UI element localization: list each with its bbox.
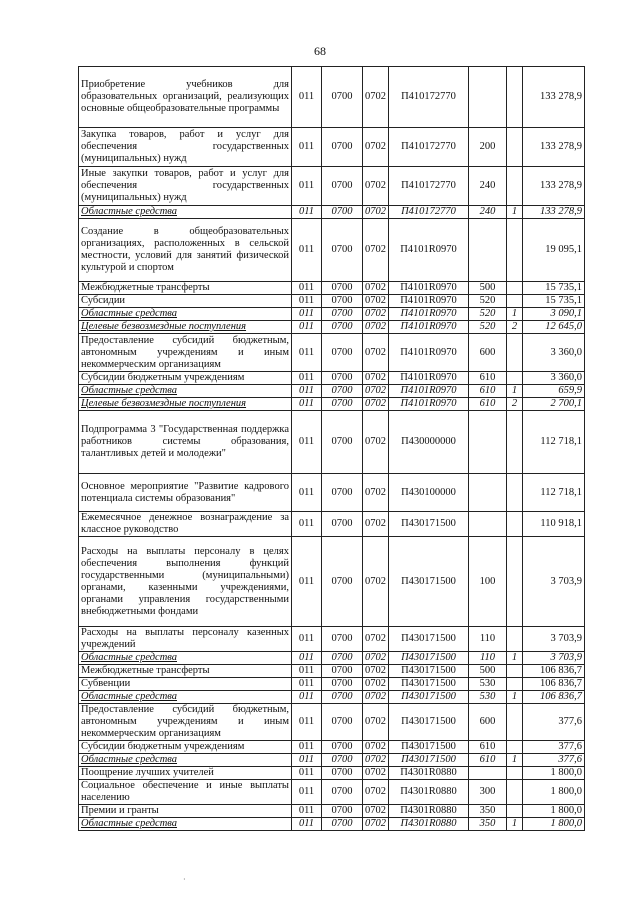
row-ministry-code: 011	[292, 818, 322, 831]
row-section-code: 0700	[322, 691, 363, 704]
row-amount: 133 278,9	[523, 167, 585, 206]
row-ministry-code: 011	[292, 308, 322, 321]
row-subsection-code: 0702	[363, 741, 389, 754]
row-target-article: П4101R0970	[389, 372, 469, 385]
row-target-article: П410172770	[389, 128, 469, 167]
row-target-article: П430171500	[389, 665, 469, 678]
row-ministry-code: 011	[292, 754, 322, 767]
row-funding-source: 1	[507, 754, 523, 767]
row-funding-source: 1	[507, 385, 523, 398]
row-expense-type: 520	[469, 295, 507, 308]
row-funding-source: 1	[507, 308, 523, 321]
row-ministry-code: 011	[292, 372, 322, 385]
row-ministry-code: 011	[292, 691, 322, 704]
row-ministry-code: 011	[292, 321, 322, 334]
row-amount: 659,9	[523, 385, 585, 398]
table-row	[79, 334, 585, 372]
row-section-code: 0700	[322, 206, 363, 219]
table-row	[79, 67, 585, 128]
row-ministry-code: 011	[292, 741, 322, 754]
row-amount: 15 735,1	[523, 282, 585, 295]
row-expense-type: 350	[469, 818, 507, 831]
row-expense-type: 610	[469, 398, 507, 411]
row-section-code: 0700	[322, 818, 363, 831]
row-expense-type: 500	[469, 282, 507, 295]
row-subsection-code: 0702	[363, 282, 389, 295]
row-section-code: 0700	[322, 741, 363, 754]
row-target-article: П430171500	[389, 537, 469, 627]
row-subsection-code: 0702	[363, 678, 389, 691]
row-amount: 106 836,7	[523, 691, 585, 704]
row-expense-type: 100	[469, 537, 507, 627]
row-expense-type: 600	[469, 704, 507, 741]
table-row	[79, 167, 585, 206]
row-name: Субвенции	[79, 678, 292, 691]
row-ministry-code: 011	[292, 474, 322, 512]
row-expense-type: 240	[469, 206, 507, 219]
row-amount: 3 703,9	[523, 537, 585, 627]
row-name: Поощрение лучших учителей	[79, 767, 292, 780]
row-target-article: П430000000	[389, 411, 469, 474]
row-ministry-code: 011	[292, 295, 322, 308]
row-ministry-code: 011	[292, 780, 322, 805]
table-row	[79, 741, 585, 754]
row-target-article: П4301R0880	[389, 818, 469, 831]
row-target-article: П4101R0970	[389, 385, 469, 398]
row-amount: 377,6	[523, 704, 585, 741]
row-target-article: П430171500	[389, 652, 469, 665]
row-name: Иные закупки товаров, работ и услуг для обеспечения государственных (муниципальных) нужд	[79, 167, 292, 206]
row-subsection-code: 0702	[363, 308, 389, 321]
row-expense-type: 500	[469, 665, 507, 678]
table-row	[79, 627, 585, 652]
row-section-code: 0700	[322, 805, 363, 818]
row-target-article: П410172770	[389, 206, 469, 219]
row-amount: 3 360,0	[523, 372, 585, 385]
row-ministry-code: 011	[292, 128, 322, 167]
row-target-article: П430171500	[389, 754, 469, 767]
row-ministry-code: 011	[292, 411, 322, 474]
row-ministry-code: 011	[292, 206, 322, 219]
row-name: Создание в общеобразовательных организациях, расположенных в сельской местности, условий для занятий физической культурой и спортом	[79, 219, 292, 282]
row-ministry-code: 011	[292, 627, 322, 652]
row-expense-type	[469, 411, 507, 474]
table-row	[79, 282, 585, 295]
table-row	[79, 652, 585, 665]
row-amount: 3 090,1	[523, 308, 585, 321]
table-row	[79, 128, 585, 167]
row-name: Межбюджетные трансферты	[79, 282, 292, 295]
row-ministry-code: 011	[292, 398, 322, 411]
row-name: Областные средства	[79, 652, 292, 665]
row-ministry-code: 011	[292, 334, 322, 372]
row-target-article: П4101R0970	[389, 334, 469, 372]
row-target-article: П4101R0970	[389, 308, 469, 321]
row-name: Целевые безвозмездные поступления	[79, 321, 292, 334]
row-subsection-code: 0702	[363, 206, 389, 219]
row-name: Областные средства	[79, 754, 292, 767]
table-row	[79, 206, 585, 219]
row-subsection-code: 0702	[363, 385, 389, 398]
row-funding-source	[507, 282, 523, 295]
row-name: Областные средства	[79, 308, 292, 321]
row-name: Целевые безвозмездные поступления	[79, 398, 292, 411]
row-subsection-code: 0702	[363, 67, 389, 128]
row-subsection-code: 0702	[363, 537, 389, 627]
row-section-code: 0700	[322, 334, 363, 372]
row-section-code: 0700	[322, 780, 363, 805]
row-expense-type: 200	[469, 128, 507, 167]
row-ministry-code: 011	[292, 385, 322, 398]
row-section-code: 0700	[322, 652, 363, 665]
row-amount: 110 918,1	[523, 512, 585, 537]
row-amount: 1 800,0	[523, 767, 585, 780]
row-section-code: 0700	[322, 295, 363, 308]
row-name: Субсидии бюджетным учреждениям	[79, 741, 292, 754]
table-row	[79, 665, 585, 678]
row-ministry-code: 011	[292, 67, 322, 128]
row-subsection-code: 0702	[363, 691, 389, 704]
row-section-code: 0700	[322, 167, 363, 206]
row-ministry-code: 011	[292, 678, 322, 691]
row-ministry-code: 011	[292, 282, 322, 295]
row-section-code: 0700	[322, 321, 363, 334]
row-expense-type	[469, 219, 507, 282]
row-name: Расходы на выплаты персоналу казенных учреждений	[79, 627, 292, 652]
row-amount: 133 278,9	[523, 128, 585, 167]
row-target-article: П4101R0970	[389, 295, 469, 308]
row-subsection-code: 0702	[363, 295, 389, 308]
table-row	[79, 474, 585, 512]
row-expense-type: 600	[469, 334, 507, 372]
table-row	[79, 385, 585, 398]
row-subsection-code: 0702	[363, 474, 389, 512]
row-expense-type	[469, 67, 507, 128]
row-target-article: П430171500	[389, 627, 469, 652]
row-amount: 12 645,0	[523, 321, 585, 334]
row-funding-source	[507, 767, 523, 780]
row-section-code: 0700	[322, 537, 363, 627]
row-target-article: П4301R0880	[389, 767, 469, 780]
row-name: Межбюджетные трансферты	[79, 665, 292, 678]
row-expense-type: 520	[469, 308, 507, 321]
table-row	[79, 308, 585, 321]
row-expense-type: 110	[469, 652, 507, 665]
row-amount: 3 360,0	[523, 334, 585, 372]
row-name: Областные средства	[79, 385, 292, 398]
row-section-code: 0700	[322, 398, 363, 411]
row-subsection-code: 0702	[363, 767, 389, 780]
table-row	[79, 691, 585, 704]
row-amount: 106 836,7	[523, 678, 585, 691]
row-amount: 1 800,0	[523, 805, 585, 818]
table-row	[79, 754, 585, 767]
row-name: Социальное обеспечение и иные выплаты населению	[79, 780, 292, 805]
row-funding-source	[507, 219, 523, 282]
row-target-article: П430171500	[389, 704, 469, 741]
row-funding-source	[507, 372, 523, 385]
row-name: Расходы на выплаты персоналу в целях обеспечения выполнения функций государственными (муниципальными) органами, казенными учреждениями, органами управления государственными внебюджетными фондами	[79, 537, 292, 627]
row-subsection-code: 0702	[363, 704, 389, 741]
row-funding-source	[507, 411, 523, 474]
row-ministry-code: 011	[292, 537, 322, 627]
row-target-article: П410172770	[389, 67, 469, 128]
table-row	[79, 818, 585, 831]
row-target-article: П4101R0970	[389, 282, 469, 295]
row-name: Областные средства	[79, 691, 292, 704]
row-expense-type: 610	[469, 741, 507, 754]
row-funding-source	[507, 780, 523, 805]
row-expense-type	[469, 474, 507, 512]
row-section-code: 0700	[322, 627, 363, 652]
row-funding-source	[507, 334, 523, 372]
row-section-code: 0700	[322, 67, 363, 128]
row-funding-source: 1	[507, 206, 523, 219]
row-amount: 106 836,7	[523, 665, 585, 678]
row-amount: 1 800,0	[523, 780, 585, 805]
row-expense-type: 350	[469, 805, 507, 818]
row-subsection-code: 0702	[363, 512, 389, 537]
row-section-code: 0700	[322, 767, 363, 780]
row-amount: 2 700,1	[523, 398, 585, 411]
row-subsection-code: 0702	[363, 372, 389, 385]
row-funding-source	[507, 67, 523, 128]
row-target-article: П4301R0880	[389, 805, 469, 818]
row-amount: 3 703,9	[523, 652, 585, 665]
row-ministry-code: 011	[292, 704, 322, 741]
row-funding-source	[507, 512, 523, 537]
row-subsection-code: 0702	[363, 627, 389, 652]
row-name: Областные средства	[79, 206, 292, 219]
row-ministry-code: 011	[292, 805, 322, 818]
row-expense-type: 530	[469, 678, 507, 691]
row-ministry-code: 011	[292, 652, 322, 665]
row-amount: 1 800,0	[523, 818, 585, 831]
row-ministry-code: 011	[292, 219, 322, 282]
row-expense-type: 610	[469, 372, 507, 385]
row-expense-type: 300	[469, 780, 507, 805]
row-target-article: П4101R0970	[389, 219, 469, 282]
row-funding-source	[507, 128, 523, 167]
row-section-code: 0700	[322, 678, 363, 691]
row-subsection-code: 0702	[363, 321, 389, 334]
row-subsection-code: 0702	[363, 411, 389, 474]
row-target-article: П430171500	[389, 512, 469, 537]
table-row	[79, 537, 585, 627]
row-section-code: 0700	[322, 665, 363, 678]
row-funding-source	[507, 678, 523, 691]
row-section-code: 0700	[322, 219, 363, 282]
row-target-article: П4101R0970	[389, 398, 469, 411]
row-funding-source: 1	[507, 818, 523, 831]
row-name: Областные средства	[79, 818, 292, 831]
row-funding-source	[507, 704, 523, 741]
row-funding-source	[507, 295, 523, 308]
table-row	[79, 780, 585, 805]
table-row	[79, 372, 585, 385]
row-funding-source: 2	[507, 321, 523, 334]
row-name: Основное мероприятие "Развитие кадрового потенциала системы образования"	[79, 474, 292, 512]
table-row	[79, 805, 585, 818]
row-funding-source: 1	[507, 691, 523, 704]
row-subsection-code: 0702	[363, 128, 389, 167]
row-expense-type: 530	[469, 691, 507, 704]
row-subsection-code: 0702	[363, 652, 389, 665]
row-subsection-code: 0702	[363, 754, 389, 767]
row-name: Ежемесячное денежное вознаграждение за классное руководство	[79, 512, 292, 537]
row-section-code: 0700	[322, 474, 363, 512]
table-row	[79, 704, 585, 741]
row-expense-type: 610	[469, 754, 507, 767]
row-funding-source	[507, 474, 523, 512]
row-subsection-code: 0702	[363, 219, 389, 282]
row-name: Предоставление субсидий бюджетным, автономным учреждениям и иным некоммерческим организациям	[79, 334, 292, 372]
row-target-article: П4301R0880	[389, 780, 469, 805]
row-name: Приобретение учебников для образовательных организаций, реализующих основные общеобразовательные программы	[79, 67, 292, 128]
row-funding-source	[507, 167, 523, 206]
row-ministry-code: 011	[292, 167, 322, 206]
table-row	[79, 767, 585, 780]
row-target-article: П430100000	[389, 474, 469, 512]
table-row	[79, 512, 585, 537]
budget-table	[78, 66, 585, 831]
row-section-code: 0700	[322, 704, 363, 741]
row-subsection-code: 0702	[363, 334, 389, 372]
budget-table-body	[79, 67, 585, 831]
row-amount: 112 718,1	[523, 411, 585, 474]
row-section-code: 0700	[322, 385, 363, 398]
row-target-article: П430171500	[389, 741, 469, 754]
row-funding-source	[507, 805, 523, 818]
row-ministry-code: 011	[292, 767, 322, 780]
row-expense-type: 110	[469, 627, 507, 652]
row-subsection-code: 0702	[363, 805, 389, 818]
row-name: Субсидии бюджетным учреждениям	[79, 372, 292, 385]
row-funding-source	[507, 665, 523, 678]
row-name: Премии и гранты	[79, 805, 292, 818]
scan-mark: ·	[183, 875, 186, 884]
row-amount: 3 703,9	[523, 627, 585, 652]
row-expense-type: 240	[469, 167, 507, 206]
row-amount: 112 718,1	[523, 474, 585, 512]
row-name: Подпрограмма 3 "Государственная поддержка работников системы образования, талантливых детей и молодежи"	[79, 411, 292, 474]
row-name: Субсидии	[79, 295, 292, 308]
row-subsection-code: 0702	[363, 665, 389, 678]
row-funding-source	[507, 741, 523, 754]
row-amount: 133 278,9	[523, 206, 585, 219]
row-section-code: 0700	[322, 754, 363, 767]
row-funding-source: 1	[507, 652, 523, 665]
row-funding-source	[507, 537, 523, 627]
row-ministry-code: 011	[292, 512, 322, 537]
row-section-code: 0700	[322, 372, 363, 385]
row-subsection-code: 0702	[363, 780, 389, 805]
row-expense-type: 520	[469, 321, 507, 334]
row-amount: 15 735,1	[523, 295, 585, 308]
table-row	[79, 219, 585, 282]
row-ministry-code: 011	[292, 665, 322, 678]
row-section-code: 0700	[322, 308, 363, 321]
table-row	[79, 678, 585, 691]
row-amount: 133 278,9	[523, 67, 585, 128]
row-expense-type	[469, 767, 507, 780]
table-row	[79, 411, 585, 474]
row-section-code: 0700	[322, 411, 363, 474]
row-target-article: П430171500	[389, 678, 469, 691]
row-expense-type	[469, 512, 507, 537]
row-section-code: 0700	[322, 128, 363, 167]
row-funding-source	[507, 627, 523, 652]
row-target-article: П4101R0970	[389, 321, 469, 334]
row-amount: 377,6	[523, 754, 585, 767]
page-number: 68	[314, 44, 326, 58]
table-row	[79, 398, 585, 411]
row-subsection-code: 0702	[363, 167, 389, 206]
table-row	[79, 321, 585, 334]
row-funding-source: 2	[507, 398, 523, 411]
row-amount: 377,6	[523, 741, 585, 754]
row-amount: 19 095,1	[523, 219, 585, 282]
row-subsection-code: 0702	[363, 398, 389, 411]
row-target-article: П430171500	[389, 691, 469, 704]
row-name: Закупка товаров, работ и услуг для обеспечения государственных (муниципальных) нужд	[79, 128, 292, 167]
table-row	[79, 295, 585, 308]
row-target-article: П410172770	[389, 167, 469, 206]
row-section-code: 0700	[322, 512, 363, 537]
row-section-code: 0700	[322, 282, 363, 295]
row-subsection-code: 0702	[363, 818, 389, 831]
row-expense-type: 610	[469, 385, 507, 398]
row-name: Предоставление субсидий бюджетным, автономным учреждениям и иным некоммерческим организациям	[79, 704, 292, 741]
